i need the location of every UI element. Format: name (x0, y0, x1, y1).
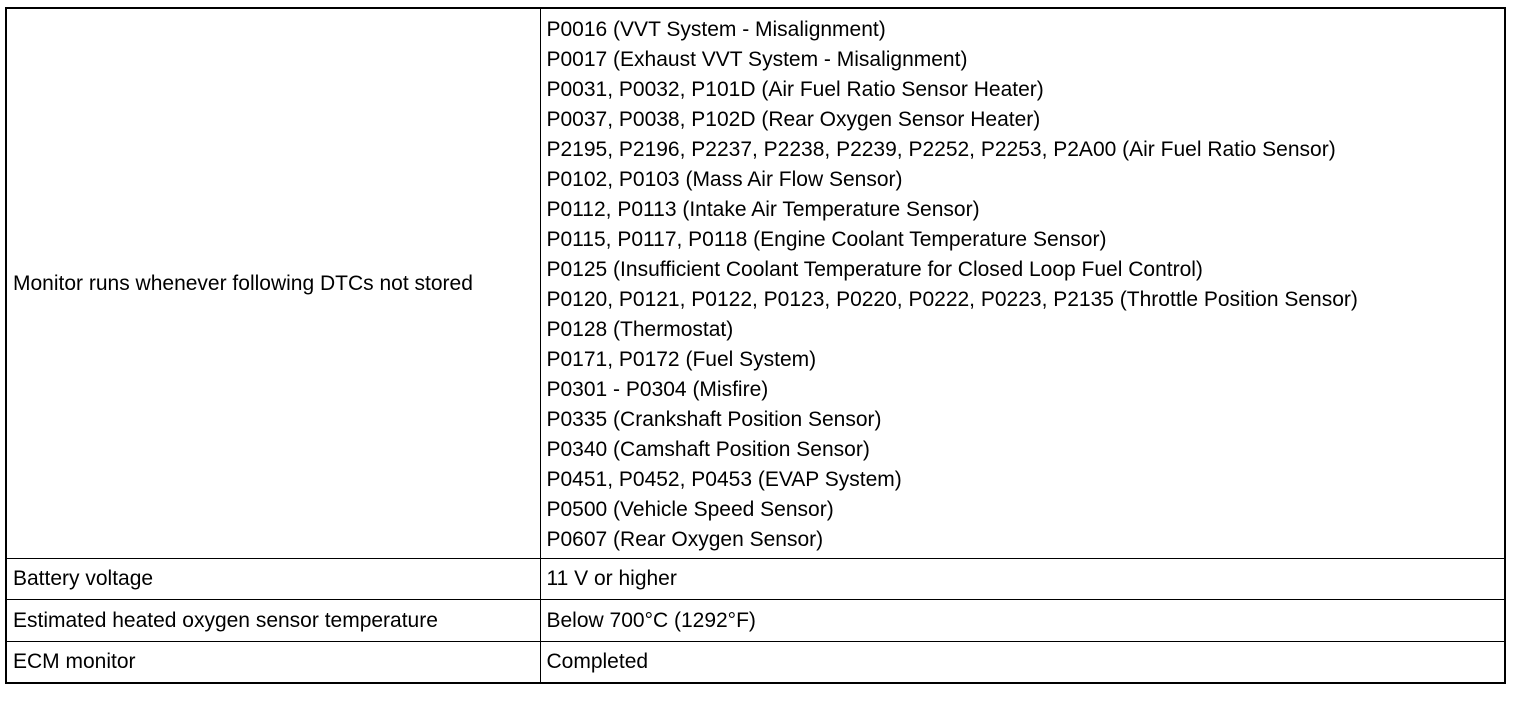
row-label: Estimated heated oxygen sensor temperature (6, 600, 540, 642)
dtc-item: P0451, P0452, P0453 (EVAP System) (546, 468, 902, 491)
dtc-item: P0340 (Camshaft Position Sensor) (546, 438, 870, 461)
row-value: Completed (540, 642, 1505, 684)
dtc-item: P0112, P0113 (Intake Air Temperature Sensor) (546, 198, 980, 221)
dtc-item: P0016 (VVT System - Misalignment) (546, 18, 886, 41)
dtc-item: P0301 - P0304 (Misfire) (546, 378, 769, 401)
dtc-item: P0102, P0103 (Mass Air Flow Sensor) (546, 168, 903, 191)
dtc-item: P0171, P0172 (Fuel System) (546, 348, 817, 371)
dtc-item: P0120, P0121, P0122, P0123, P0220, P0222, P0223, P2135 (Throttle Position Sensor) (546, 288, 1358, 311)
dtc-item: P2195, P2196, P2237, P2238, P2239, P2252, P2253, P2A00 (Air Fuel Ratio Sensor) (546, 138, 1336, 161)
row-label: Battery voltage (6, 559, 540, 600)
row-label: ECM monitor (6, 642, 540, 684)
dtc-item: P0607 (Rear Oxygen Sensor) (546, 528, 824, 551)
dtc-item: P0037, P0038, P102D (Rear Oxygen Sensor Heater) (546, 108, 1041, 131)
table-row (6, 642, 1505, 684)
dtc-item: P0031, P0032, P101D (Air Fuel Ratio Sensor Heater) (546, 78, 1044, 101)
dtc-item: P0017 (Exhaust VVT System - Misalignment) (546, 48, 968, 71)
dtc-list-cell (540, 8, 1505, 559)
dtc-item: P0500 (Vehicle Speed Sensor) (546, 498, 834, 521)
dtc-item: P0125 (Insufficient Coolant Temperature for Closed Loop Fuel Control) (546, 258, 1203, 281)
row-value: Below 700°C (1292°F) (540, 600, 1505, 642)
table-row (6, 559, 1505, 600)
dtc-item: P0128 (Thermostat) (546, 318, 734, 341)
table-row (6, 8, 1505, 559)
conditions-table (5, 7, 1506, 684)
row-label: Monitor runs whenever following DTCs not stored (6, 8, 540, 559)
dtc-item: P0335 (Crankshaft Position Sensor) (546, 408, 882, 431)
row-value: 11 V or higher (540, 559, 1505, 600)
table-row (6, 600, 1505, 642)
dtc-item: P0115, P0117, P0118 (Engine Coolant Temperature Sensor) (546, 228, 1107, 251)
